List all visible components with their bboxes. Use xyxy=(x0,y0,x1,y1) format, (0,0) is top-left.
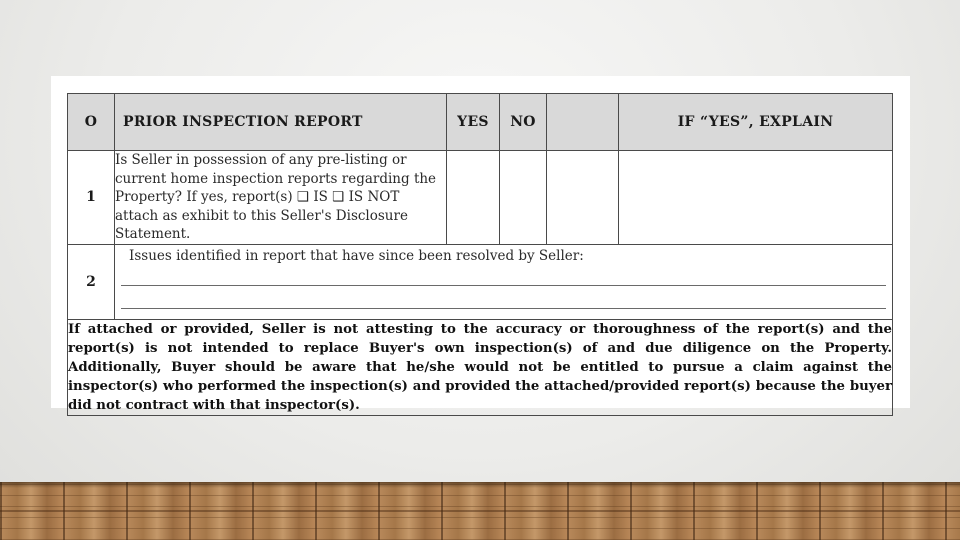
notice-text: If attached or provided, Seller is not attesting to the accuracy or thoroughness of the report(s) and the report(s) is not intended to replace Buyer's own inspection(s) of and due diligence on the Property. Additionally, Buyer should be aware that he/she would not be entitled to pursue a claim against the inspector(s) who performed the inspection(s) and provided the attached/provided report(s) because the buyer did not contract with that inspector(s). xyxy=(68,319,893,415)
header-yes: YES xyxy=(447,94,500,151)
explain-cell xyxy=(619,151,893,245)
document-image xyxy=(51,76,910,413)
row-number: 1 xyxy=(68,151,115,245)
header-explain: IF “YES”, EXPLAIN xyxy=(619,94,893,151)
header-number: O xyxy=(68,94,115,151)
header-topic: PRIOR INSPECTION REPORT xyxy=(115,94,447,151)
yes-cell xyxy=(447,151,500,245)
no-cell xyxy=(500,151,547,245)
table-row xyxy=(68,151,893,245)
table-row xyxy=(68,244,893,319)
header-no: NO xyxy=(500,94,547,151)
row-question: Is Seller in possession of any pre-listing or current home inspection reports regarding the Property? If yes, report(s) ❑ IS ❑ IS NOT attach as exhibit to this Seller's Disclosure Statement. xyxy=(115,151,447,245)
row-question: Issues identified in report that have since been resolved by Seller: xyxy=(129,247,584,264)
wooden-floor xyxy=(0,482,960,540)
header-row xyxy=(68,94,893,151)
disclosure-table xyxy=(67,93,893,416)
notice-row xyxy=(68,319,893,415)
blank-cell xyxy=(547,151,619,245)
resolved-issues-cell xyxy=(115,244,893,319)
header-blank xyxy=(547,94,619,151)
blank-line xyxy=(121,286,886,309)
blank-line xyxy=(121,265,886,286)
row-number: 2 xyxy=(68,244,115,319)
